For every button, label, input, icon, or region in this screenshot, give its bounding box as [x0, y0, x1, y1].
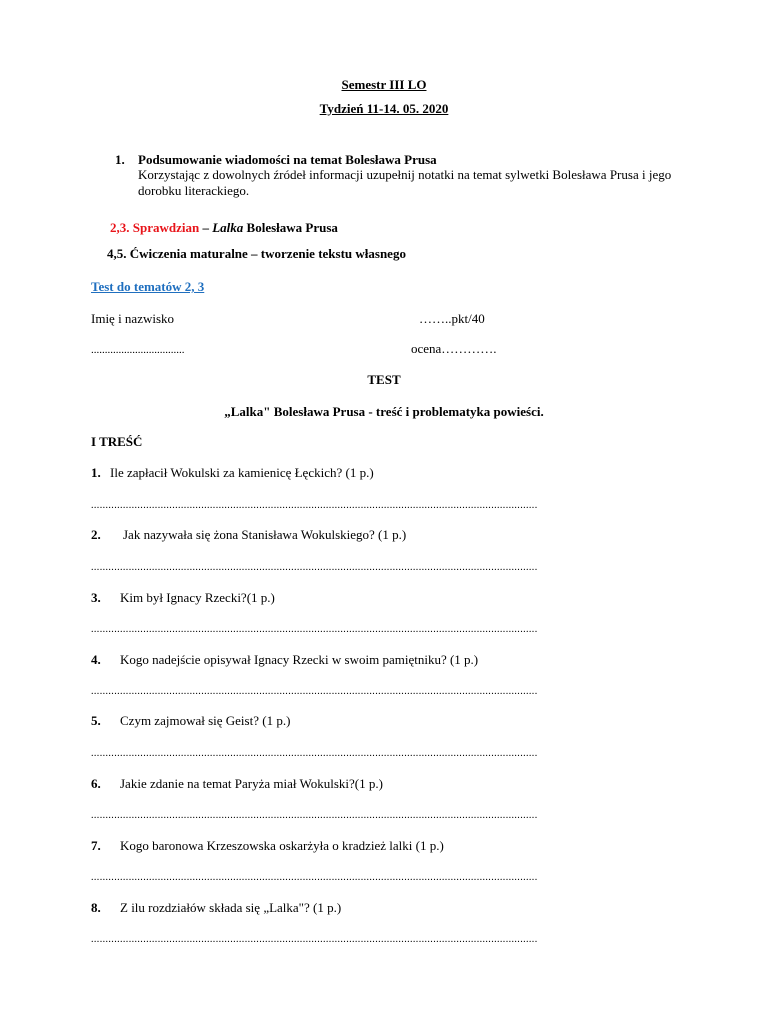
- topic-1-desc-line2: dorobku literackiego.: [138, 183, 250, 198]
- question-item: [91, 590, 275, 606]
- section-heading: I TREŚĆ: [91, 434, 143, 449]
- answer-line[interactable]: ..........................................................................................................................................................: [91, 624, 538, 635]
- question-number: 3.: [91, 590, 101, 605]
- question-text: Kogo baronowa Krzeszowska oskarżyła o kradzież lalki (1 p.): [120, 838, 444, 853]
- week-heading: Tydzień 11-14. 05. 2020: [319, 101, 449, 116]
- name-label: Imię i nazwisko: [91, 311, 175, 326]
- topic-1-title: Podsumowanie wiadomości na temat Bolesława Prusa: [138, 152, 437, 167]
- name-dots: ..................................: [91, 344, 185, 356]
- topic-1-number: 1.: [115, 152, 125, 167]
- question-text: Czym zajmował się Geist? (1 p.): [120, 713, 291, 728]
- answer-line[interactable]: ..........................................................................................................................................................: [91, 686, 538, 697]
- question-text: Kim był Ignacy Rzecki?(1 p.): [120, 590, 275, 605]
- question-item: [91, 838, 444, 854]
- question-text: Kogo nadejście opisywał Ignacy Rzecki w swoim pamiętniku? (1 p.): [120, 652, 479, 667]
- question-text: Jak nazywała się żona Stanisława Wokulskiego? (1 p.): [123, 527, 407, 542]
- question-number: 7.: [91, 838, 101, 853]
- question-item: [91, 900, 341, 916]
- answer-line[interactable]: ..........................................................................................................................................................: [91, 810, 538, 821]
- answer-line[interactable]: ..........................................................................................................................................................: [91, 562, 538, 573]
- question-item: [91, 465, 374, 481]
- answer-line[interactable]: ..........................................................................................................................................................: [91, 748, 538, 759]
- question-item: [91, 527, 406, 543]
- topic-4-5: 4,5. Ćwiczenia maturalne – tworzenie tekstu własnego: [107, 246, 406, 261]
- answer-line[interactable]: ..........................................................................................................................................................: [91, 500, 538, 511]
- question-number: 5.: [91, 713, 101, 728]
- question-text: Z ilu rozdziałów składa się „Lalka"? (1 p.): [120, 900, 342, 915]
- question-text: Ile zapłacił Wokulski za kamienicę Łęckich? (1 p.): [110, 465, 374, 480]
- question-item: [91, 776, 383, 792]
- topic-2-3-label: 2,3. Sprawdzian: [110, 220, 200, 235]
- topic-2-3: [110, 220, 338, 236]
- test-title: TEST: [367, 372, 401, 387]
- semester-heading: Semestr III LO: [341, 77, 427, 92]
- test-link[interactable]: Test do tematów 2, 3: [91, 279, 205, 294]
- topic-1-desc-line1: Korzystając z dowolnych źródeł informacji uzupełnij notatki na temat sylwetki Bolesława Prusa i jego: [138, 167, 672, 182]
- topic-2-3-dash: –: [199, 220, 213, 235]
- topic-2-3-rest: Bolesława Prusa: [243, 220, 338, 235]
- question-number: 2.: [91, 527, 101, 542]
- question-number: 4.: [91, 652, 101, 667]
- grade-field: ocena………….: [411, 341, 497, 356]
- question-number: 8.: [91, 900, 101, 915]
- question-item: [91, 652, 478, 668]
- points-field: ……..pkt/40: [419, 311, 485, 326]
- question-text: Jakie zdanie na temat Paryża miał Wokulski?(1 p.): [120, 776, 383, 791]
- question-number: 1.: [91, 465, 101, 480]
- question-number: 6.: [91, 776, 101, 791]
- answer-line[interactable]: ..........................................................................................................................................................: [91, 872, 538, 883]
- answer-line[interactable]: ..........................................................................................................................................................: [91, 934, 538, 945]
- test-subtitle: „Lalka" Bolesława Prusa - treść i problematyka powieści.: [224, 404, 544, 419]
- topic-2-3-italic: Lalka: [212, 220, 244, 235]
- question-item: [91, 713, 290, 729]
